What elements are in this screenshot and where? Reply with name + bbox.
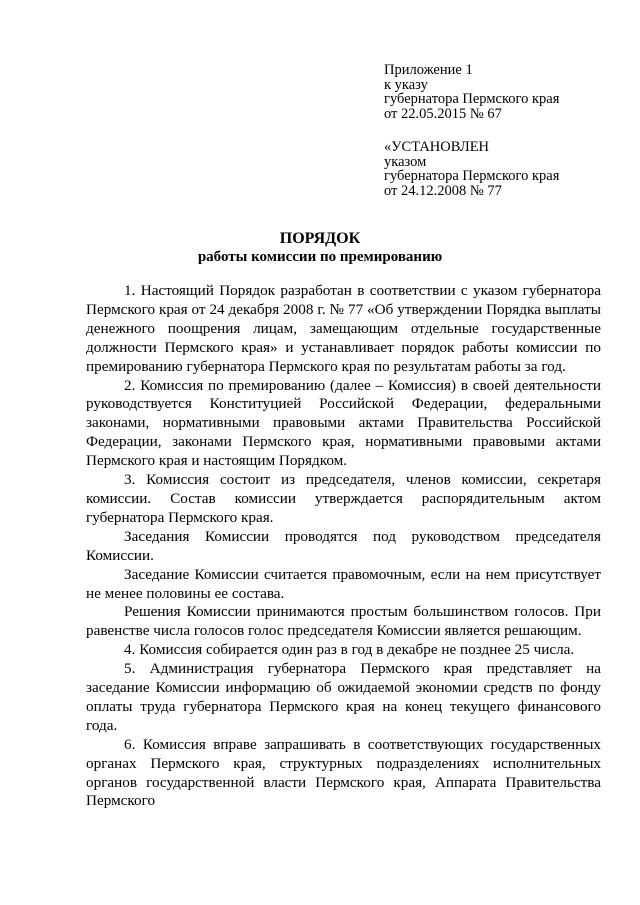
paragraph: Решения Комиссии принимаются простым большинством голосов. При равенстве числа голосов голос председателя Комиссии является решающим.: [86, 603, 601, 640]
document-title: ПОРЯДОК: [279, 230, 361, 247]
established-note: [384, 140, 559, 198]
document-subtitle: работы комиссии по премированию: [197, 249, 443, 265]
attachment-line: к указу: [384, 76, 428, 93]
paragraph: Заседание Комиссии считается правомочным, если на нем присутствует не менее половины ее состава.: [86, 565, 601, 602]
paragraph: 2. Комиссия по премированию (далее – Комиссия) в своей деятельности руководствуется Конституцией Российской Федерации, федеральными законами, нормативными правовыми актами Правительства Российской Федерации, законами Пермского края, нормативными правовыми актами Пермского края и настоящим Порядком.: [86, 376, 601, 470]
document-body: [86, 282, 601, 811]
established-line: указом: [384, 153, 427, 170]
established-line: губернатора Пермского края: [384, 168, 560, 184]
paragraph: 5. Администрация губернатора Пермского края представляет на заседание Комиссии информацию об ожидаемой экономии средств по фонду оплаты труда губернатора Пермского края на конец текущего финансового года.: [86, 660, 601, 734]
paragraph: Заседания Комиссии проводятся под руководством председателя Комиссии.: [86, 527, 601, 564]
established-line: от 24.12.2008 № 77: [384, 182, 502, 199]
paragraph: 4. Комиссия собирается один раз в год в декабре не позднее 25 числа.: [124, 641, 575, 659]
paragraph: 3. Комиссия состоит из председателя, членов комиссии, секретаря комиссии. Состав комиссии утверждается распорядительным актом губернатора Пермского края.: [86, 471, 601, 526]
attachment-note: [384, 63, 559, 121]
established-line: «УСТАНОВЛЕН: [384, 139, 490, 155]
attachment-line: губернатора Пермского края: [384, 91, 560, 107]
attachment-line: Приложение 1: [384, 62, 473, 78]
paragraph: 1. Настоящий Порядок разработан в соответствии с указом губернатора Пермского края от 24 декабря 2008 г. № 77 «Об утверждении Порядка выплаты денежного поощрения лицам, замещающим отдельные государственные должности Пермского края» и устанавливает порядок работы комиссии по премированию губернатора Пермского края по результатам работы за год.: [86, 282, 601, 375]
attachment-line: от 22.05.2015 № 67: [384, 105, 502, 122]
paragraph: 6. Комиссия вправе запрашивать в соответствующих государственных органах Пермского края, структурных подразделениях исполнительных органов государственной власти Пермского края, Аппарата Правительства Пермского: [86, 735, 601, 810]
